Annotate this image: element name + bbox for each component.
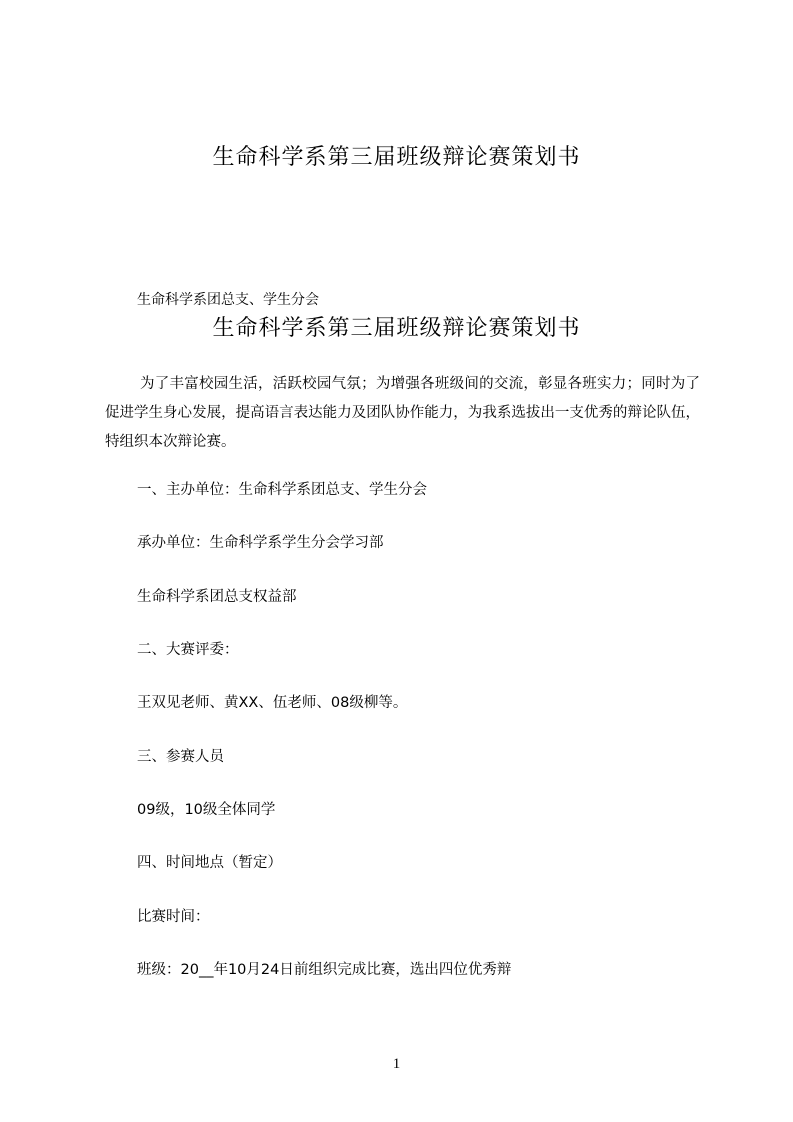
section-participants-heading: 三、参赛人员 [137, 749, 224, 765]
section-participants-list: 09级，10级全体同学 [137, 802, 276, 818]
section-rights-dept: 生命科学系团总支权益部 [137, 589, 297, 605]
section-judges-list: 王双见老师、黄XX、伍老师、08级柳等。 [137, 695, 408, 711]
section-host-unit: 承办单位：生命科学系学生分会学习部 [137, 535, 384, 551]
section-match-time: 比赛时间： [137, 909, 210, 925]
section-time-place-heading: 四、时间地点（暂定） [137, 855, 282, 871]
document-subtitle: 生命科学系第三届班级辩论赛策划书 [212, 316, 581, 341]
section-class-schedule: 班级：20__年10月24日前组织完成比赛，选出四位优秀辩 [137, 962, 512, 978]
page-number: 1 [392, 1056, 401, 1072]
section-organizer: 一、主办单位：生命科学系团总支、学生分会 [137, 482, 427, 498]
document-title: 生命科学系第三届班级辩论赛策划书 [212, 145, 581, 170]
organizer-line: 生命科学系团总支、学生分会 [137, 292, 319, 308]
intro-paragraph: 为了丰富校园生活，活跃校园气氛；为增强各班级间的交流，彰显各班实力；同时为了促进学生身心发展，提高语言表达能力及团队协作能力，为我系选拔出一支优秀的辩论队伍，特组织本次辩论赛。 [105, 376, 700, 450]
section-judges-heading: 二、大赛评委： [137, 642, 239, 658]
